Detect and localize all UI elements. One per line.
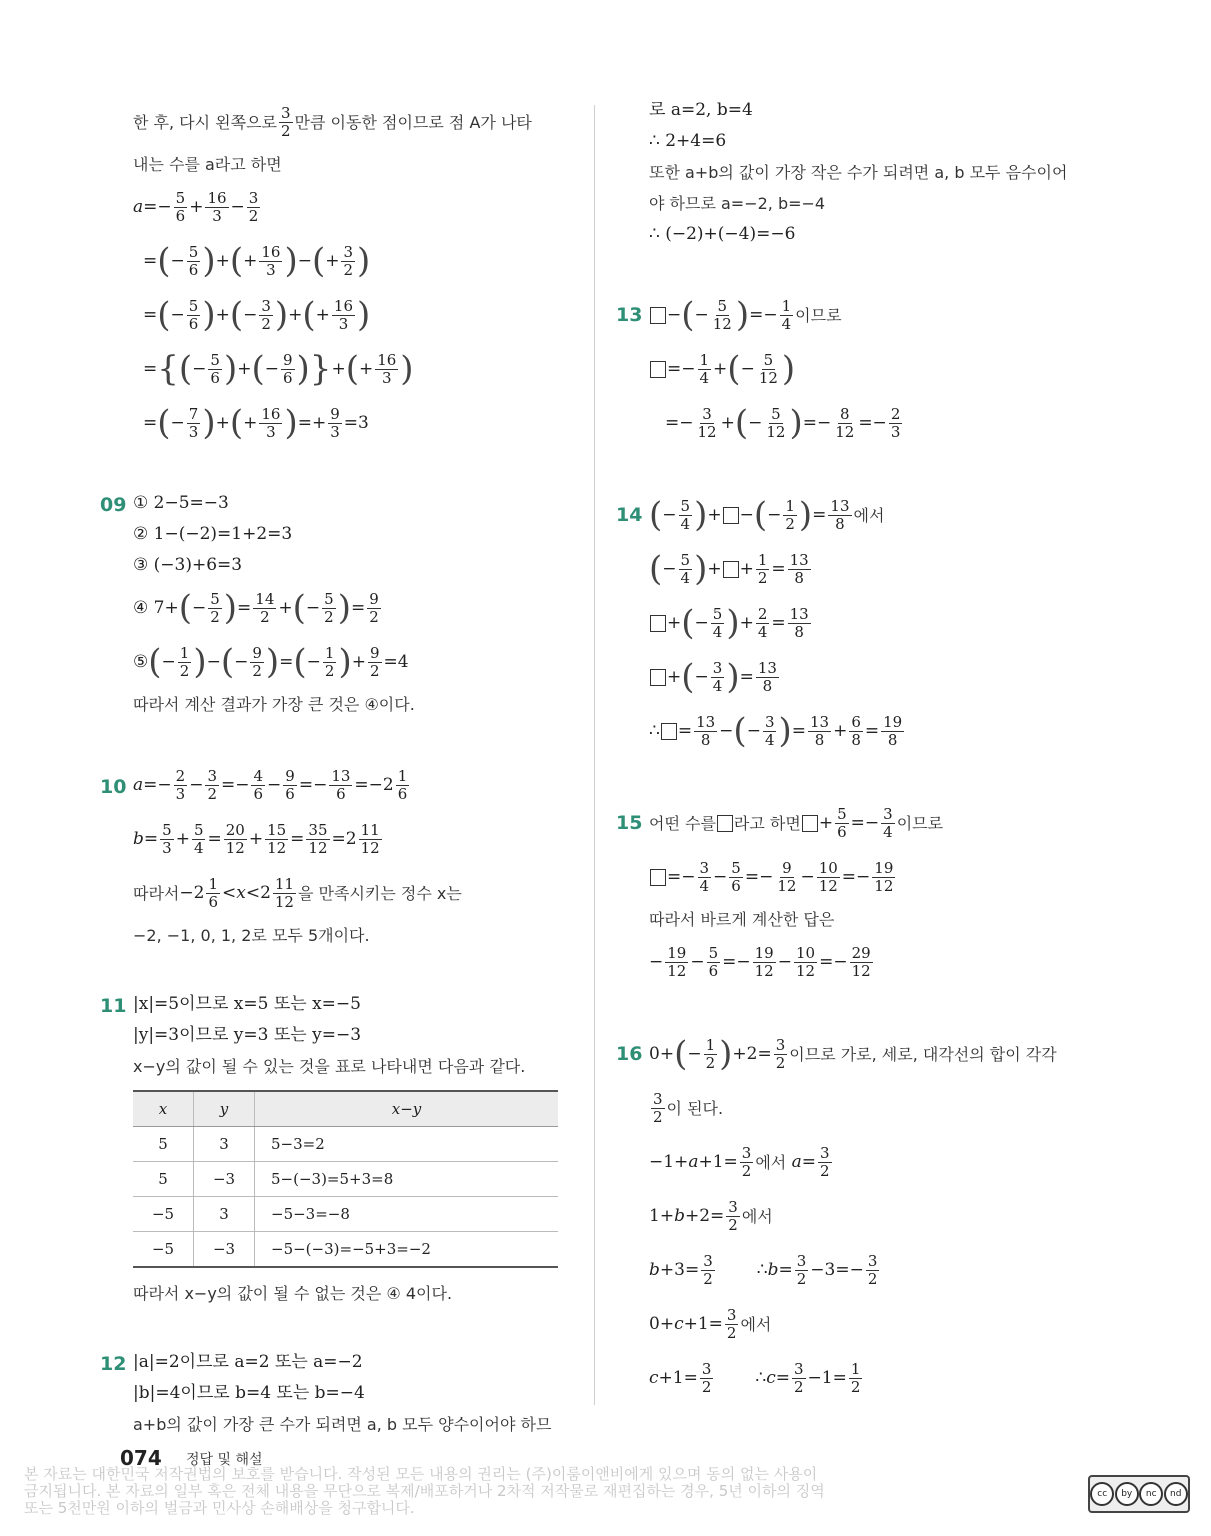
problem-11 [96, 989, 576, 1309]
problem-08-continued: 한 후, 다시 왼쪽으로 $\frac{3}{2}$ 만큼 이동한 점이므로 점 A가 나타 내는 수를 a라고 하면 a =− $\frac{5}{6}$ + $\frac{16}{3}$ − $\frac{3}{2}$ = ( − $\frac{5}{6}$ ) + ( + $\frac{16}{3}$ ) − ( + $\frac{3}{2}$ ) = ( − $\frac{5}{6}$ ) + ( − $\frac{3}{2}$ ) + ( + $\frac{16}{3}$ ) = { ( − $\frac{5}{6}$ ) + ( − $\frac{9}{6}$ ) } + ( + $\frac{16}{3}$ ) = ( − $\frac{7}{3}$ ) + ( + $\frac{16}{3}$ ) =+ $\frac{9}{3}$ =3 [96, 95, 576, 450]
conclusion: 따라서 계산 결과가 가장 큰 것은 ④이다. [133, 695, 415, 714]
problem-number: 09 [100, 494, 127, 516]
table-header: x [133, 1091, 194, 1127]
choice-3: ③ (−3)+6=3 [133, 555, 243, 575]
nd-icon: nd [1164, 1482, 1188, 1506]
blank-box [650, 669, 666, 686]
table-row: −5 −3 −5−(−3)=−5+3=−2 [133, 1232, 558, 1268]
right-column [612, 95, 1172, 1443]
problem-13: 13 − ( − $\frac{5}{12}$ ) =− $\frac{1}{4}$ 이므로 =− $\frac{1}{4}$ + ( − $\frac{5}{12}$ ) =− $\frac{3}{12}$ + ( − $\frac{5}{12}$ ) =− $\frac{8}{12}$ =− $\frac{2}{3}$ [616, 295, 901, 443]
column-divider [594, 105, 595, 1405]
problem-14: 14 ( − $\frac{5}{4}$ ) + − ( − $\frac{1}{2}$ ) = $\frac{13}{8}$ 에서 ( − $\frac{5}{4}$ ) + + $\frac{1}{2}$ = $\frac{13}{8}$ + ( − $\frac{5}{4}$ ) + $\frac{2}{4}$ = $\frac{13}{8}$ + ( − $\frac{3}{4}$ ) = $\frac{13}{8}$ ∴ = $\frac{13}{8}$ − ( − $\frac{3}{4}$ ) = $\frac{13}{8}$ + $\frac{6}{8}$ = $\frac{19}{8}$ [616, 495, 903, 751]
problem-number: 12 [100, 1353, 127, 1375]
equation-a: a =− $\frac{2}{3}$ − $\frac{3}{2}$ =− $\frac{4}{6}$ − $\frac{9}{6}$ =− $\frac{13}{6}$ =−2 $\frac{1}{6}$ [133, 766, 408, 803]
abs-y: |y|=3이므로 y=3 또는 y=−3 [133, 1025, 362, 1045]
problem-number: 14 [616, 504, 643, 526]
abs-a: |a|=2이므로 a=2 또는 a=−2 [133, 1352, 363, 1372]
blank-box [802, 815, 818, 832]
problem-12 [96, 1347, 576, 1440]
left-column [96, 95, 576, 1478]
table-intro: x−y의 값이 될 수 있는 것을 표로 나타내면 다음과 같다. [133, 1057, 526, 1076]
blank-box [650, 307, 666, 324]
table-row: −5 3 −5−3=−8 [133, 1197, 558, 1232]
abs-x: |x|=5이므로 x=5 또는 x=−5 [133, 994, 361, 1014]
difference-table [133, 1090, 558, 1268]
by-icon: by [1115, 1482, 1139, 1506]
copyright-notice: 본 자료는 대한민국 저작권법의 보호를 받습니다. 작성된 모든 내용의 권리는 (주)이룸이앤비에게 있으며 동의 없는 사용이 금지됩니다. 본 자료의 일부 혹은 전체 내용을 무단으로 복제/배포하거나 2차적 저작물로 재편집하는 경우, 5년 이하의 징역 또는 5천만원 이하의 벌금과 민사상 손해배상을 청구합니다. [24, 1465, 825, 1517]
problem-10 [96, 758, 576, 951]
equation: a =− $\frac{5}{6}$ + $\frac{16}{3}$ − $\frac{3}{2}$ [133, 188, 259, 225]
table-row: 5 3 5−3=2 [133, 1127, 558, 1162]
blank-box [650, 361, 666, 378]
table-row: 5 −3 5−(−3)=5+3=8 [133, 1162, 558, 1197]
blank-box [650, 869, 666, 886]
page-number: 074 [120, 1446, 162, 1470]
blank-box [723, 507, 739, 524]
nc-icon: nc [1139, 1482, 1163, 1506]
choice-4: ④ 7+ ( − $\frac{5}{2}$ ) = $\frac{14}{2}$ + ( − $\frac{5}{2}$ ) = $\frac{9}{2}$ [133, 588, 379, 628]
problem-number: 10 [100, 776, 127, 798]
equation-b: b = $\frac{5}{3}$ + $\frac{5}{4}$ = $\frac{20}{12}$ + $\frac{15}{12}$ = $\frac{35}{12}$ =2 $\frac{11}{12}$ [133, 820, 380, 857]
blank-box [723, 561, 739, 578]
equation: = ( − $\frac{5}{6}$ ) + ( − $\frac{3}{2}$ ) + ( + $\frac{16}{3}$ ) [143, 295, 371, 335]
problem-09 [96, 488, 576, 720]
inequality: 따라서 −2 $\frac{1}{6}$ < x <2 $\frac{11}{12}$ 을 만족시키는 정수 x는 [133, 874, 462, 911]
choice-1: ① 2−5=−3 [133, 493, 229, 513]
problem-number: 16 [616, 1043, 643, 1065]
problem-number: 15 [616, 812, 643, 834]
conclusion: −2, −1, 0, 1, 2로 모두 5개이다. [133, 926, 370, 945]
cc-icon: cc [1090, 1482, 1114, 1506]
abs-b: |b|=4이므로 b=4 또는 b=−4 [133, 1383, 365, 1403]
creative-commons-badge [1088, 1475, 1190, 1513]
choice-5: ⑤ ( − $\frac{1}{2}$ ) − ( − $\frac{9}{2}$ ) = ( − $\frac{1}{2}$ ) + $\frac{9}{2}$ =4 [133, 642, 409, 682]
condition-text: a+b의 값이 가장 큰 수가 되려면 a, b 모두 양수이어야 하므 [133, 1415, 552, 1434]
problem-number: 13 [616, 304, 643, 326]
section-label: 정답 및 해설 [186, 1452, 263, 1468]
blank-box [650, 615, 666, 632]
problem-16: 16 0+ ( − $\frac{1}{2}$ ) +2= $\frac{3}{2}$ 이므로 가로, 세로, 대각선의 합이 각각 $\frac{3}{2}$ 이 된다. −1+ a +1= $\frac{3}{2}$ 에서 a = $\frac{3}{2}$ 1+ b +2= $\frac{3}{2}$ 에서 b +3= $\frac{3}{2}$ ∴ b = $\frac{3}{2}$ −3=− $\frac{3}{2}$ 0+ c +1= $\frac{3}{2}$ 에서 c +1= $\frac{3}{2}$ ∴ c = $\frac{3}{2}$ −1= $\frac{1}{2}$ [616, 1034, 1057, 1396]
intro-text: 내는 수를 a라고 하면 [133, 155, 282, 174]
choice-2: ② 1−(−2)=1+2=3 [133, 524, 293, 544]
table-header: x−y [255, 1091, 559, 1127]
table-header: y [194, 1091, 255, 1127]
blank-box [661, 723, 677, 740]
equation: = { ( − $\frac{5}{6}$ ) + ( − $\frac{9}{6}$ ) } + ( + $\frac{16}{3}$ ) [143, 349, 414, 389]
problem-12-continued: 로 a=2, b=4 ∴ 2+4=6 또한 a+b의 값이 가장 작은 수가 되려면 a, b 모두 음수이어 야 하므로 a=−2, b=−4 ∴ (−2)+(−4)=−6 [649, 100, 1068, 244]
problem-15: 15 어떤 수를 라고 하면 + $\frac{5}{6}$ =− $\frac{3}{4}$ 이므로 =− $\frac{3}{4}$ − $\frac{5}{6}$ =− $\frac{9}{12}$ − $\frac{10}{12}$ =− $\frac{19}{12}$ 따라서 바르게 계산한 답은 − $\frac{19}{12}$ − $\frac{5}{6}$ =− $\frac{19}{12}$ − $\frac{10}{12}$ =− $\frac{29}{12}$ [616, 804, 944, 980]
conclusion: 따라서 x−y의 값이 될 수 없는 것은 ④ 4이다. [133, 1284, 453, 1303]
equation: = ( − $\frac{5}{6}$ ) + ( + $\frac{16}{3}$ ) − ( + $\frac{3}{2}$ ) [143, 241, 371, 281]
blank-box [717, 815, 733, 832]
equation: = ( − $\frac{7}{3}$ ) + ( + $\frac{16}{3}$ ) =+ $\frac{9}{3}$ =3 [143, 403, 369, 443]
problem-number: 11 [100, 995, 127, 1017]
